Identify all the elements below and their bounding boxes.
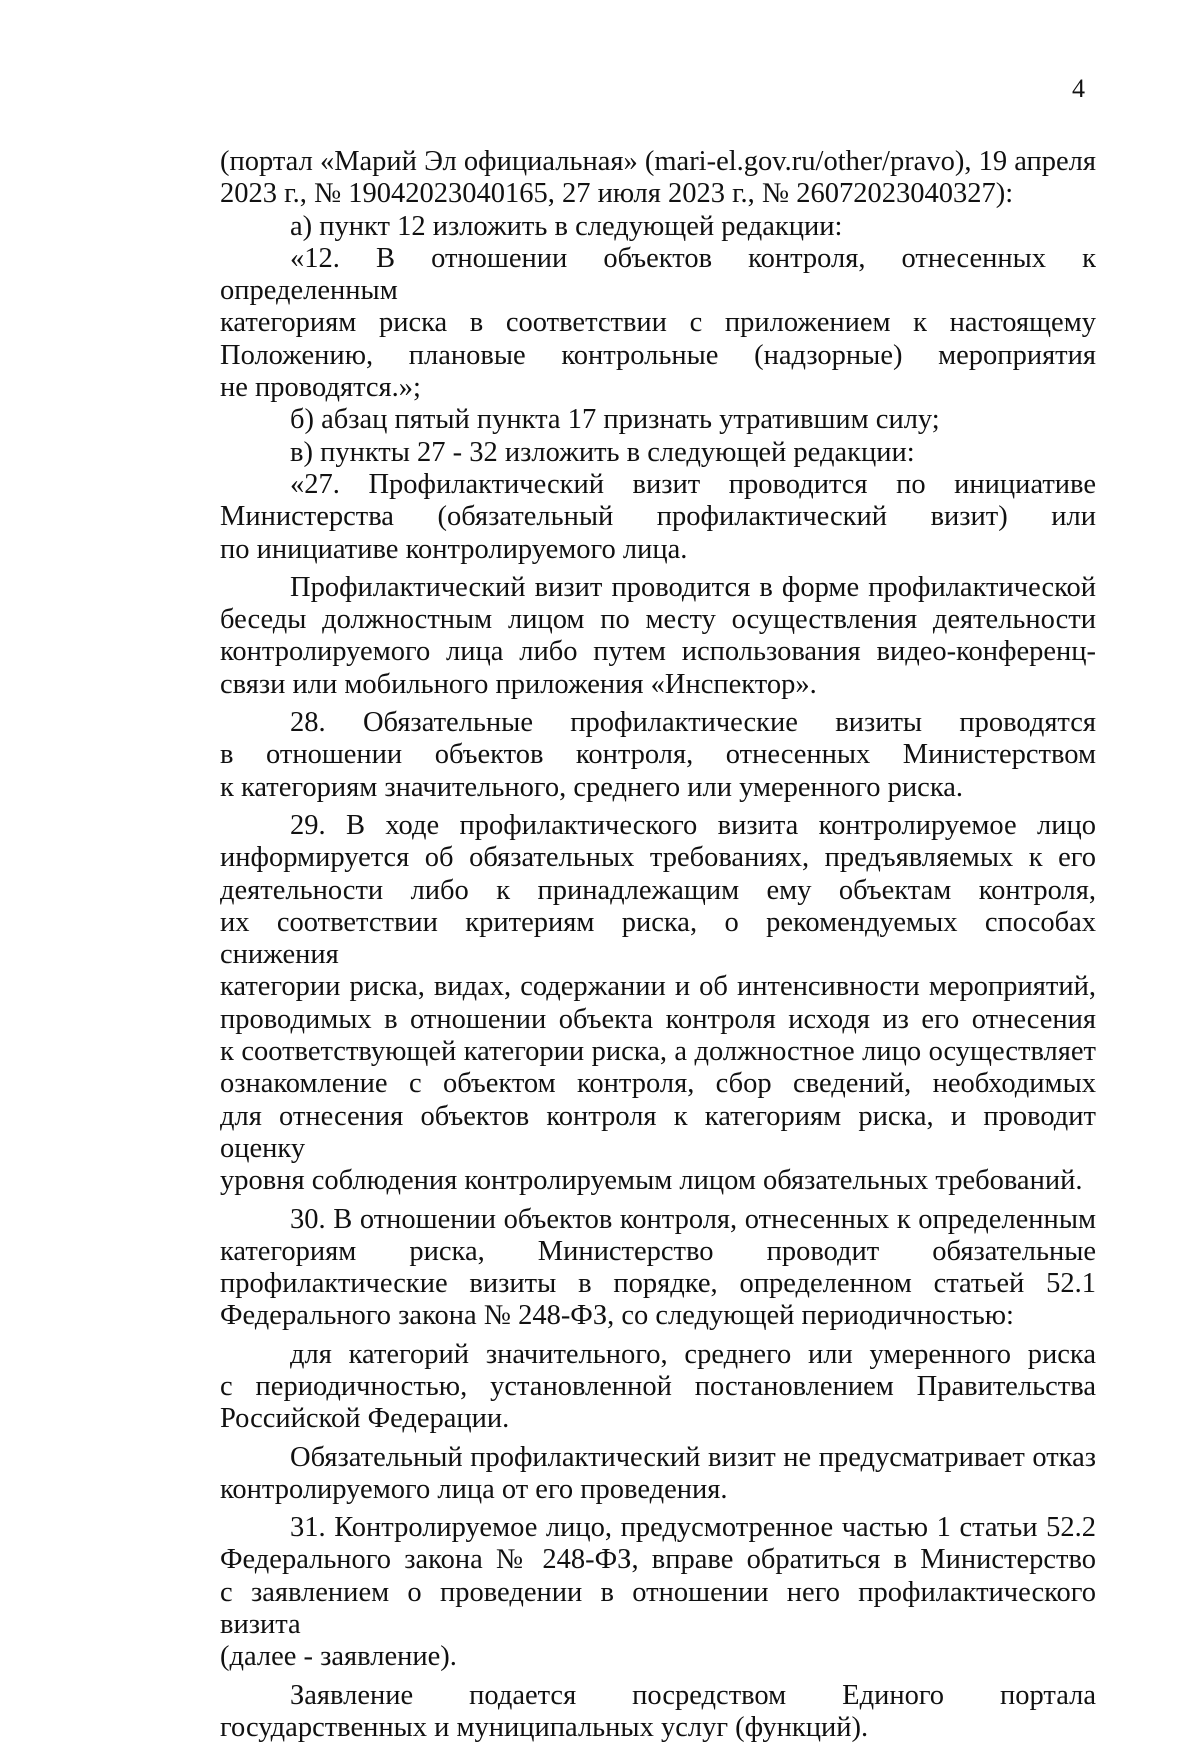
paragraph-sub-v-line-1: в) пункты 27 - 32 изложить в следующей редакции:: [290, 436, 915, 468]
paragraph-p27-2-line-1: Профилактический визит проводится в форме профилактической: [290, 571, 1096, 603]
paragraph-p29-line-2: информируется об обязательных требованиях, предъявляемых к его: [220, 842, 1096, 874]
paragraph-p29-line-8: ознакомление с объектом контроля, сбор сведений, необходимых: [220, 1068, 1096, 1100]
paragraph-p30-2-line-1: для категорий значительного, среднего или умеренного риска: [290, 1338, 1096, 1370]
paragraph-p31-2-line-1: Заявление подается посредством Единого портала: [290, 1679, 1096, 1711]
page-number: 4: [1072, 74, 1085, 103]
paragraph-p30-line-4: Федерального закона № 248-ФЗ, со следующей периодичностью:: [220, 1300, 1014, 1332]
paragraph-p29-line-6: проводимых в отношении объекта контроля исходя из его отнесения: [220, 1003, 1096, 1035]
paragraph-p30-3-line-1: Обязательный профилактический визит не предусматривает отказ: [290, 1441, 1096, 1473]
paragraph-p29-line-10: уровня соблюдения контролируемым лицом обязательных требований.: [220, 1165, 1083, 1197]
paragraph-p12-line-2: категориям риска в соответствии с приложением к настоящему: [220, 307, 1096, 339]
paragraph-sub-a-line-1: а) пункт 12 изложить в следующей редакции:: [290, 210, 843, 242]
paragraph-p28-line-3: к категориям значительного, среднего или умеренного риска.: [220, 771, 964, 803]
paragraph-intro-line-1: (портал «Марий Эл официальная» (mari-el.gov.ru/other/pravo), 19 апреля: [220, 146, 1096, 177]
paragraph-p31-line-1: 31. Контролируемое лицо, предусмотренное частью 1 статьи 52.2: [290, 1512, 1096, 1544]
paragraph-intro-line-2: 2023 г., № 19042023040165, 27 июля 2023 г., № 26072023040327):: [220, 178, 1014, 210]
paragraph-p29-line-5: категории риска, видах, содержании и об интенсивности мероприятий,: [220, 971, 1096, 1003]
paragraph-p27-line-3: по инициативе контролируемого лица.: [220, 533, 688, 565]
paragraph-p27-line-2: Министерства (обязательный профилактический визит) или: [220, 501, 1096, 533]
paragraph-p12-line-3: Положению, плановые контрольные (надзорные) мероприятия: [220, 339, 1096, 371]
paragraph-p29-line-3: деятельности либо к принадлежащим ему объектам контроля,: [220, 874, 1096, 906]
paragraph-p31-2-line-2: государственных и муниципальных услуг (функций).: [220, 1711, 869, 1743]
paragraph-p27-2-line-2: беседы должностным лицом по месту осуществления деятельности: [220, 604, 1096, 636]
paragraph-p31-line-2: Федерального закона № 248-ФЗ, вправе обратиться в Министерство: [220, 1544, 1096, 1576]
paragraph-p29-line-7: к соответствующей категории риска, а должностное лицо осуществляет: [220, 1036, 1096, 1068]
paragraph-p12-line-1: «12. В отношении объектов контроля, отнесенных к определенным: [220, 242, 1096, 307]
paragraph-p12-line-4: не проводятся.»;: [220, 372, 421, 404]
paragraph-p27-2-line-3: контролируемого лица либо путем использования видео-конференц-: [220, 636, 1096, 668]
paragraph-p27-2-line-4: связи или мобильного приложения «Инспектор».: [220, 668, 817, 700]
paragraph-p30-line-2: категориям риска, Министерство проводит обязательные: [220, 1235, 1096, 1267]
paragraph-p31-line-4: (далее - заявление).: [220, 1641, 457, 1673]
paragraph-p29-line-4: их соответствии критериям риска, о рекомендуемых способах снижения: [220, 906, 1096, 971]
document-body: [220, 146, 1096, 1744]
paragraph-p29-line-1: 29. В ходе профилактического визита контролируемое лицо: [290, 809, 1096, 841]
paragraph-p28-line-1: 28. Обязательные профилактические визиты проводятся: [290, 707, 1096, 739]
paragraph-p30-3-line-2: контролируемого лица от его проведения.: [220, 1473, 728, 1505]
paragraph-p28-line-2: в отношении объектов контроля, отнесенных Министерством: [220, 739, 1096, 771]
paragraph-p30-line-3: профилактические визиты в порядке, определенном статьей 52.1: [220, 1268, 1096, 1300]
paragraph-sub-b-line-1: б) абзац пятый пункта 17 признать утратившим силу;: [290, 404, 940, 436]
paragraph-p29-line-9: для отнесения объектов контроля к категориям риска, и проводит оценку: [220, 1100, 1096, 1164]
paragraph-p30-line-1: 30. В отношении объектов контроля, отнесенных к определенным: [290, 1203, 1096, 1235]
paragraph-p30-2-line-3: Российской Федерации.: [220, 1403, 510, 1435]
paragraph-p31-line-3: с заявлением о проведении в отношении него профилактического визита: [220, 1576, 1096, 1641]
paragraph-p30-2-line-2: с периодичностью, установленной постановлением Правительства: [220, 1370, 1096, 1402]
paragraph-p27-line-1: «27. Профилактический визит проводится по инициативе: [290, 468, 1096, 500]
